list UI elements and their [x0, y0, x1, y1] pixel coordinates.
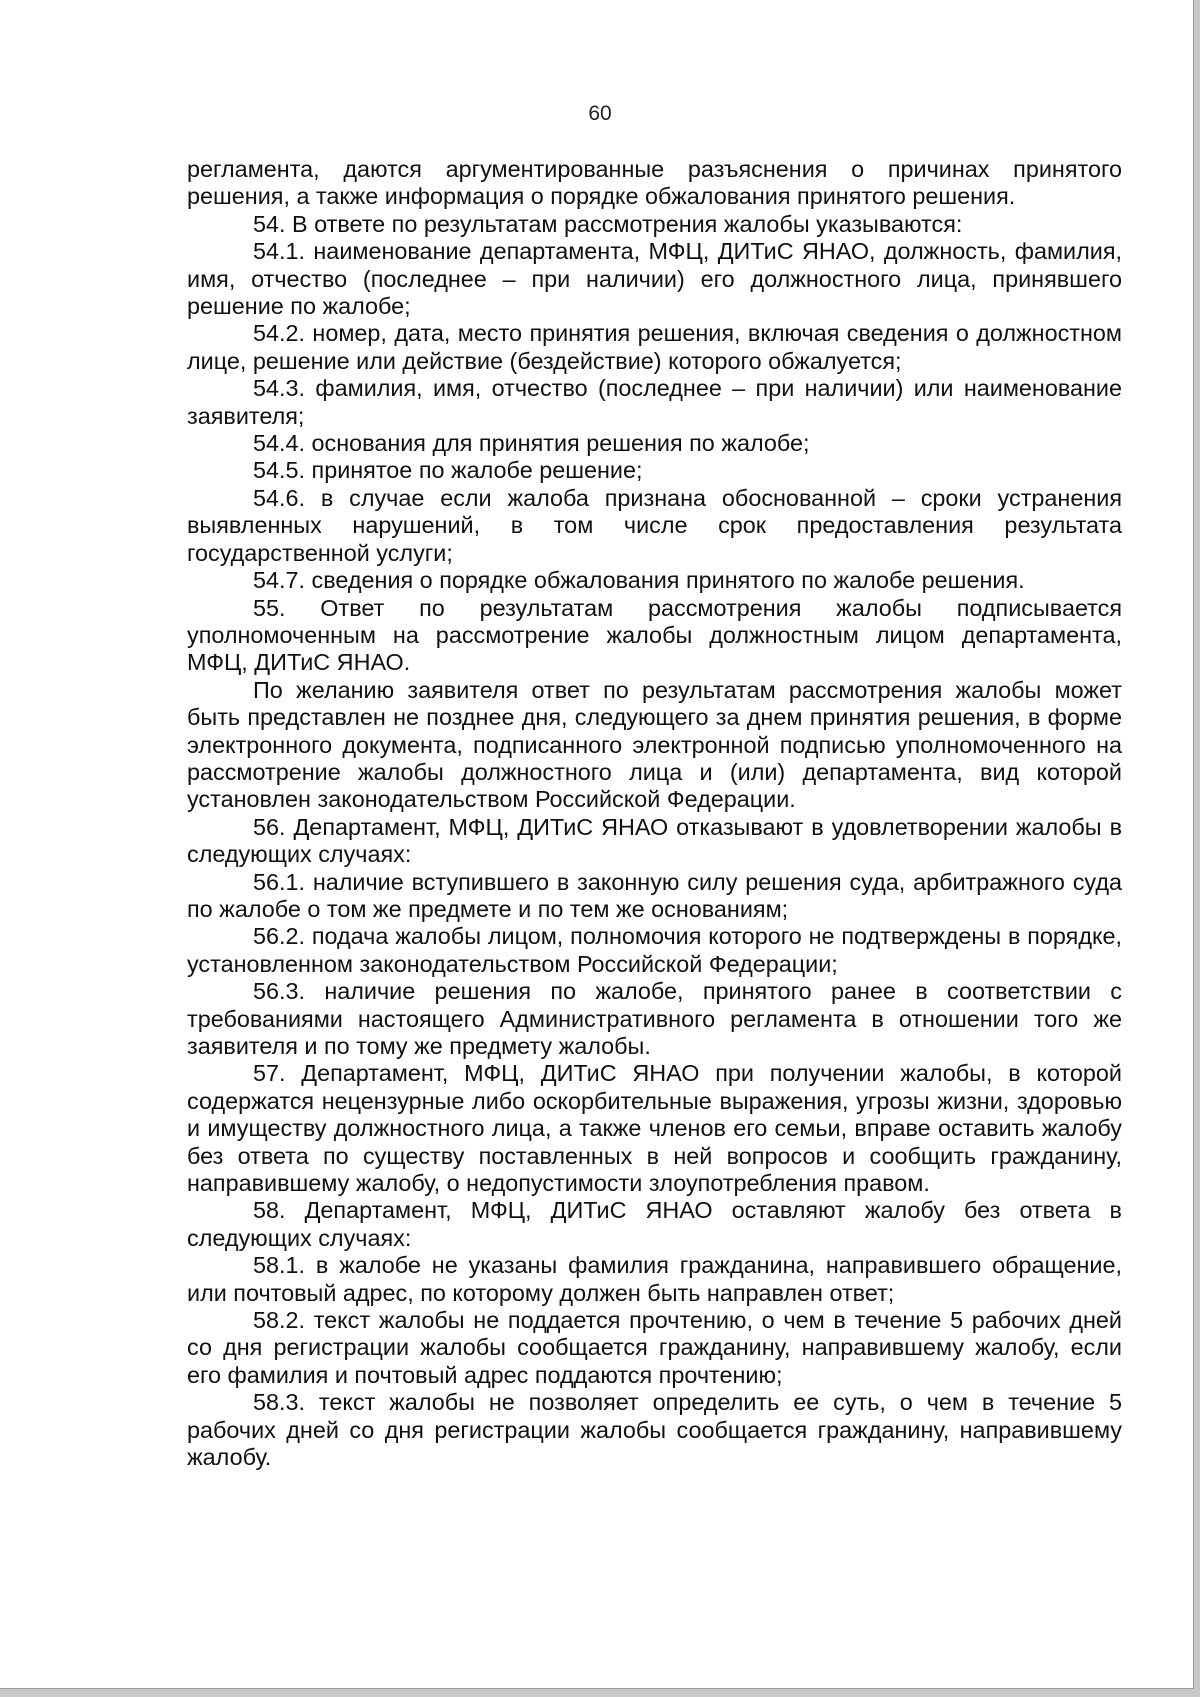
paragraph-54-4: 54.4. основания для принятия решения по жалобе; [253, 430, 810, 457]
paragraph-55-electronic: По желанию заявителя ответ по результатам рассмотрения жалобы может быть представлен не позднее дня, следующего за днем принятия решения, в форме электронного документа, подписанного электронной подписью уполномоченного на рассмотрение жалобы должностного лица и (или) департамента, вид которой установлен законодательством Российской Федерации. [187, 676, 1122, 813]
paragraph-54-6: 54.6. в случае если жалоба признана обоснованной – сроки устранения выявленных нарушений, в том числе срок предоставления результата государственной услуги; [187, 484, 1122, 566]
paragraph-56: 56. Департамент, МФЦ, ДИТиС ЯНАО отказывают в удовлетворении жалобы в следующих случаях: [187, 813, 1122, 868]
paragraph-54-2: 54.2. номер, дата, место принятия решения, включая сведения о должностном лице, решение или действие (бездействие) которого обжалуется; [187, 320, 1122, 374]
paragraph-58-2: 58.2. текст жалобы не поддается прочтению, о чем в течение 5 рабочих дней со дня регистрации жалобы сообщается гражданину, направившему жалобу, если его фамилия и почтовый адрес поддаются прочтению; [187, 1307, 1122, 1388]
paragraph-58-3: 58.3. текст жалобы не позволяет определить ее суть, о чем в течение 5 рабочих дней со дня регистрации жалобы сообщается гражданину, направившему жалобу. [187, 1389, 1122, 1471]
paragraph-54: 54. В ответе по результатам рассмотрения жалобы указываются: [253, 210, 963, 237]
paragraph-54-5: 54.5. принятое по жалобе решение; [253, 457, 643, 484]
paragraph-56-2: 56.2. подача жалобы лицом, полномочия которого не подтверждены в порядке, установленном законодательством Российской Федерации; [187, 923, 1122, 977]
page-number: 60 [588, 102, 612, 125]
document-body [187, 156, 1122, 1472]
paragraph-55: 55. Ответ по результатам рассмотрения жалобы подписывается уполномоченным на рассмотрение жалобы должностным лицом департамента, МФЦ, ДИТиС ЯНАО. [187, 594, 1122, 676]
paragraph-56-1: 56.1. наличие вступившего в законную силу решения суда, арбитражного суда по жалобе о том же предмете и по тем же основаниям; [187, 868, 1122, 922]
paragraph-58-1: 58.1. в жалобе не указаны фамилия гражданина, направившего обращение, или почтовый адрес, по которому должен быть направлен ответ; [187, 1252, 1122, 1306]
paragraph-54-7: 54.7. сведения о порядке обжалования принятого по жалобе решения. [253, 567, 1025, 594]
paragraph-54-1: 54.1. наименование департамента, МФЦ, ДИТиС ЯНАО, должность, фамилия, имя, отчество (последнее – при наличии) его должностного лица, принявшего решение по жалобе; [187, 238, 1122, 320]
paragraph-57: 57. Департамент, МФЦ, ДИТиС ЯНАО при получении жалобы, в которой содержатся нецензурные либо оскорбительные выражения, угрозы жизни, здоровью и имуществу должностного лица, а также членов его семьи, вправе оставить жалобу без ответа по существу поставленных в ней вопросов и сообщить гражданину, направившему жалобу, о недопустимости злоупотребления правом. [187, 1060, 1122, 1197]
paragraph-continuation: регламента, даются аргументированные разъяснения о причинах принятого решения, а также информация о порядке обжалования принятого решения. [187, 156, 1122, 210]
paragraph-58: 58. Департамент, МФЦ, ДИТиС ЯНАО оставляют жалобу без ответа в следующих случаях: [187, 1197, 1122, 1251]
paragraph-54-3: 54.3. фамилия, имя, отчество (последнее – при наличии) или наименование заявителя; [187, 375, 1122, 429]
paragraph-56-3: 56.3. наличие решения по жалобе, принятого ранее в соответствии с требованиями настоящего Административного регламента в отношении того же заявителя и по тому же предмету жалобы. [187, 978, 1122, 1059]
